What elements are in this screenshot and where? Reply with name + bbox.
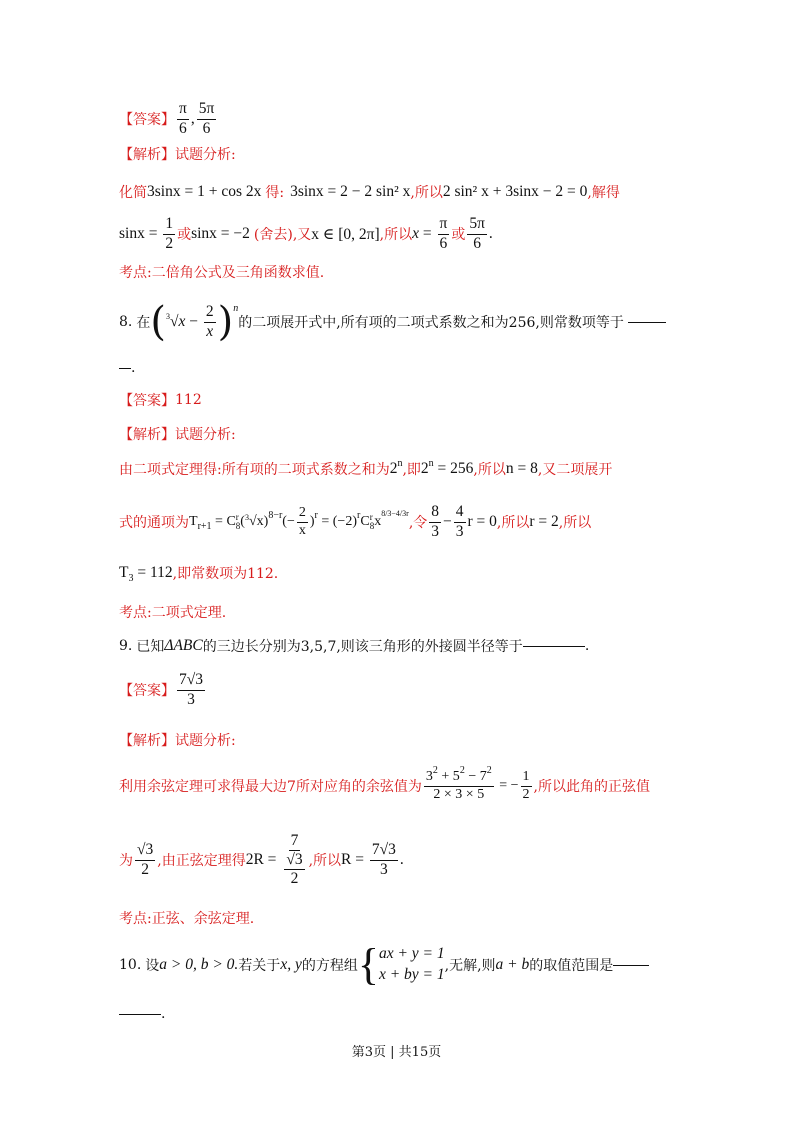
text: . (131, 360, 136, 376)
equation-system: { ax + y = 1 x + by = 1 (357, 940, 445, 989)
text: 考点: (119, 265, 152, 281)
text: 化简 (119, 185, 147, 201)
text: 考点: (119, 605, 152, 621)
q9-answer-math: $\frac{7√3}{3}$ (179, 671, 204, 708)
answer-label: 【答案】 (119, 393, 175, 409)
q8-stem-cont (119, 360, 135, 376)
q7-analysis-label: 【解析】试题分析: (119, 147, 236, 163)
question-number: 10. (119, 957, 142, 973)
text: 或 (177, 227, 192, 243)
q9-analysis-line2 (119, 828, 404, 892)
text: 在 (136, 315, 151, 331)
math-expr: sinx = −2 (191, 225, 250, 242)
q9-analysis-label: 【解析】试题分析: (119, 733, 236, 749)
math-expr: x + by = 1 (378, 966, 445, 983)
math-expr: a + b (495, 956, 530, 973)
text: ,所以 (410, 185, 443, 201)
math-expr: $\frac{3^2 + 5^2 - 7^2}{2 \times 3 \times 5}$ = − $\frac{1}{2}$ (425, 764, 530, 802)
answer-label: 【答案】 (119, 112, 175, 128)
q8-analysis-label: 【解析】试题分析: (119, 427, 236, 443)
math-expr: 2$^n$ (389, 458, 403, 477)
text: ,所以 (496, 515, 530, 531)
text: 已知 (136, 639, 165, 655)
answer-blank (613, 965, 649, 966)
text: 的方程组 (301, 958, 358, 974)
text: ,所以此角的正弦值 (533, 779, 650, 795)
text: ,由正弦定理得 (157, 853, 246, 869)
math-expr: 2R = $\frac{7}{\frac{√3}{2}}$ (245, 831, 303, 888)
math-expr: x = $\frac{\pi}{6}$ 或 $\frac{5\pi}{6}$ . (412, 215, 493, 252)
q10-stem (119, 942, 649, 988)
text: 的三边长分别为3,5,7,则该三角形的外接圆半径等于 (202, 639, 523, 655)
text: 正弦、余弦定理. (151, 911, 255, 927)
q8-analysis-line1 (119, 459, 612, 479)
answer-blank (119, 1014, 161, 1015)
math-expr: x, y (280, 956, 302, 973)
text: 的取值范围是 (529, 958, 614, 974)
q7-answer-math: $\frac{\pi}{6}$ , $\frac{5\pi}{6}$ (179, 100, 215, 137)
text: ,又二项展开 (537, 462, 613, 478)
text: 利用余弦定理可求得最大边7所对应角的余弦值为 (119, 779, 422, 795)
math-expr: ΔABC (164, 637, 203, 654)
text: ,所以 (308, 853, 342, 869)
text: . (584, 638, 590, 654)
text: 设 (145, 958, 160, 974)
q9-answer-row (119, 670, 207, 710)
q7-analysis-line1 (119, 181, 620, 203)
text: ,解得 (587, 185, 620, 201)
q9-stem (119, 636, 589, 656)
math-expr: $2^n = 256$ (420, 458, 474, 477)
answer-blank (119, 368, 131, 369)
text: ,即常数项为112. (172, 566, 279, 582)
math-expr: $\frac{√3}{2}$ (137, 841, 154, 878)
q8-answer-row (119, 390, 202, 410)
text: ,所以 (379, 227, 413, 243)
text: 考点: (119, 911, 152, 927)
text: 式的通项为 (119, 515, 189, 531)
q8-kaodian (119, 602, 226, 622)
math-expr: x ∈ [0, 2π] (311, 225, 380, 243)
q8-stem (119, 299, 666, 345)
text: 由二项式定理得:所有项的二项式系数之和为 (119, 462, 390, 478)
answer-blank (628, 322, 666, 323)
q8-analysis-line3 (119, 563, 278, 583)
math-expr: a > 0, b > 0. (159, 956, 239, 973)
text: ,即 (402, 462, 421, 478)
text: ,令 (408, 515, 428, 531)
question-number: 8. (119, 314, 133, 330)
page-footer: 第3页 | 共15页 (351, 1045, 442, 1060)
math-expr: ax + y = 1 (378, 945, 445, 963)
q7-kaodian (119, 262, 324, 282)
q10-stem-cont (119, 1006, 165, 1022)
math-expr: n = 8 (505, 460, 538, 477)
math-expr: sinx = $\frac{1}{2}$ (119, 215, 174, 252)
text: 得: (265, 185, 285, 201)
q9-analysis-line1 (119, 764, 650, 808)
text: ,所以 (558, 515, 592, 531)
q8-answer-value: 112 (175, 392, 202, 408)
q7-answer-row (119, 100, 218, 138)
math-expr: r = 2 (529, 513, 559, 530)
text: 为 (119, 853, 133, 869)
text: (舍去),又 (253, 227, 312, 243)
text: 二倍角公式及三角函数求值. (151, 265, 325, 281)
answer-label: 【答案】 (119, 683, 175, 699)
math-expr: ( 3 √ x − $\frac{2}{x}$ ) n (150, 299, 239, 345)
math-expr: 3sinx = 2 − 2 sin² x (290, 183, 411, 200)
text: ,无解,则 (444, 958, 496, 974)
q8-analysis-line2 (119, 502, 591, 542)
answer-blank (523, 646, 585, 647)
q7-analysis-line2 (119, 214, 493, 254)
text: 二项式定理. (151, 605, 227, 621)
math-expr: R = $\frac{7√3}{3}$ . (341, 841, 404, 878)
math-expr: $\frac{8}{3}$ − $\frac{4}{3}$ r = 0 (431, 503, 497, 540)
question-number: 9. (119, 638, 133, 654)
text: . (161, 1006, 166, 1022)
q9-kaodian (119, 908, 254, 928)
math-expr: 3sinx = 1 + cos 2x (147, 183, 262, 200)
text: 若关于 (238, 958, 281, 974)
math-expr: T r+1 = C r 8 ( 3 √x) 8−r (− $\frac{2}{x}$ ) r = (−2) r C r 8 x 8/3−4/3r (189, 504, 409, 538)
math-expr: 2 sin² x + 3sinx − 2 = 0 (442, 183, 588, 200)
math-expr: $T_3 = 112$ (119, 564, 173, 584)
text: 的二项展开式中,所有项的二项式系数之和为256,则常数项等于 (238, 315, 624, 331)
text: ,所以 (473, 462, 506, 478)
